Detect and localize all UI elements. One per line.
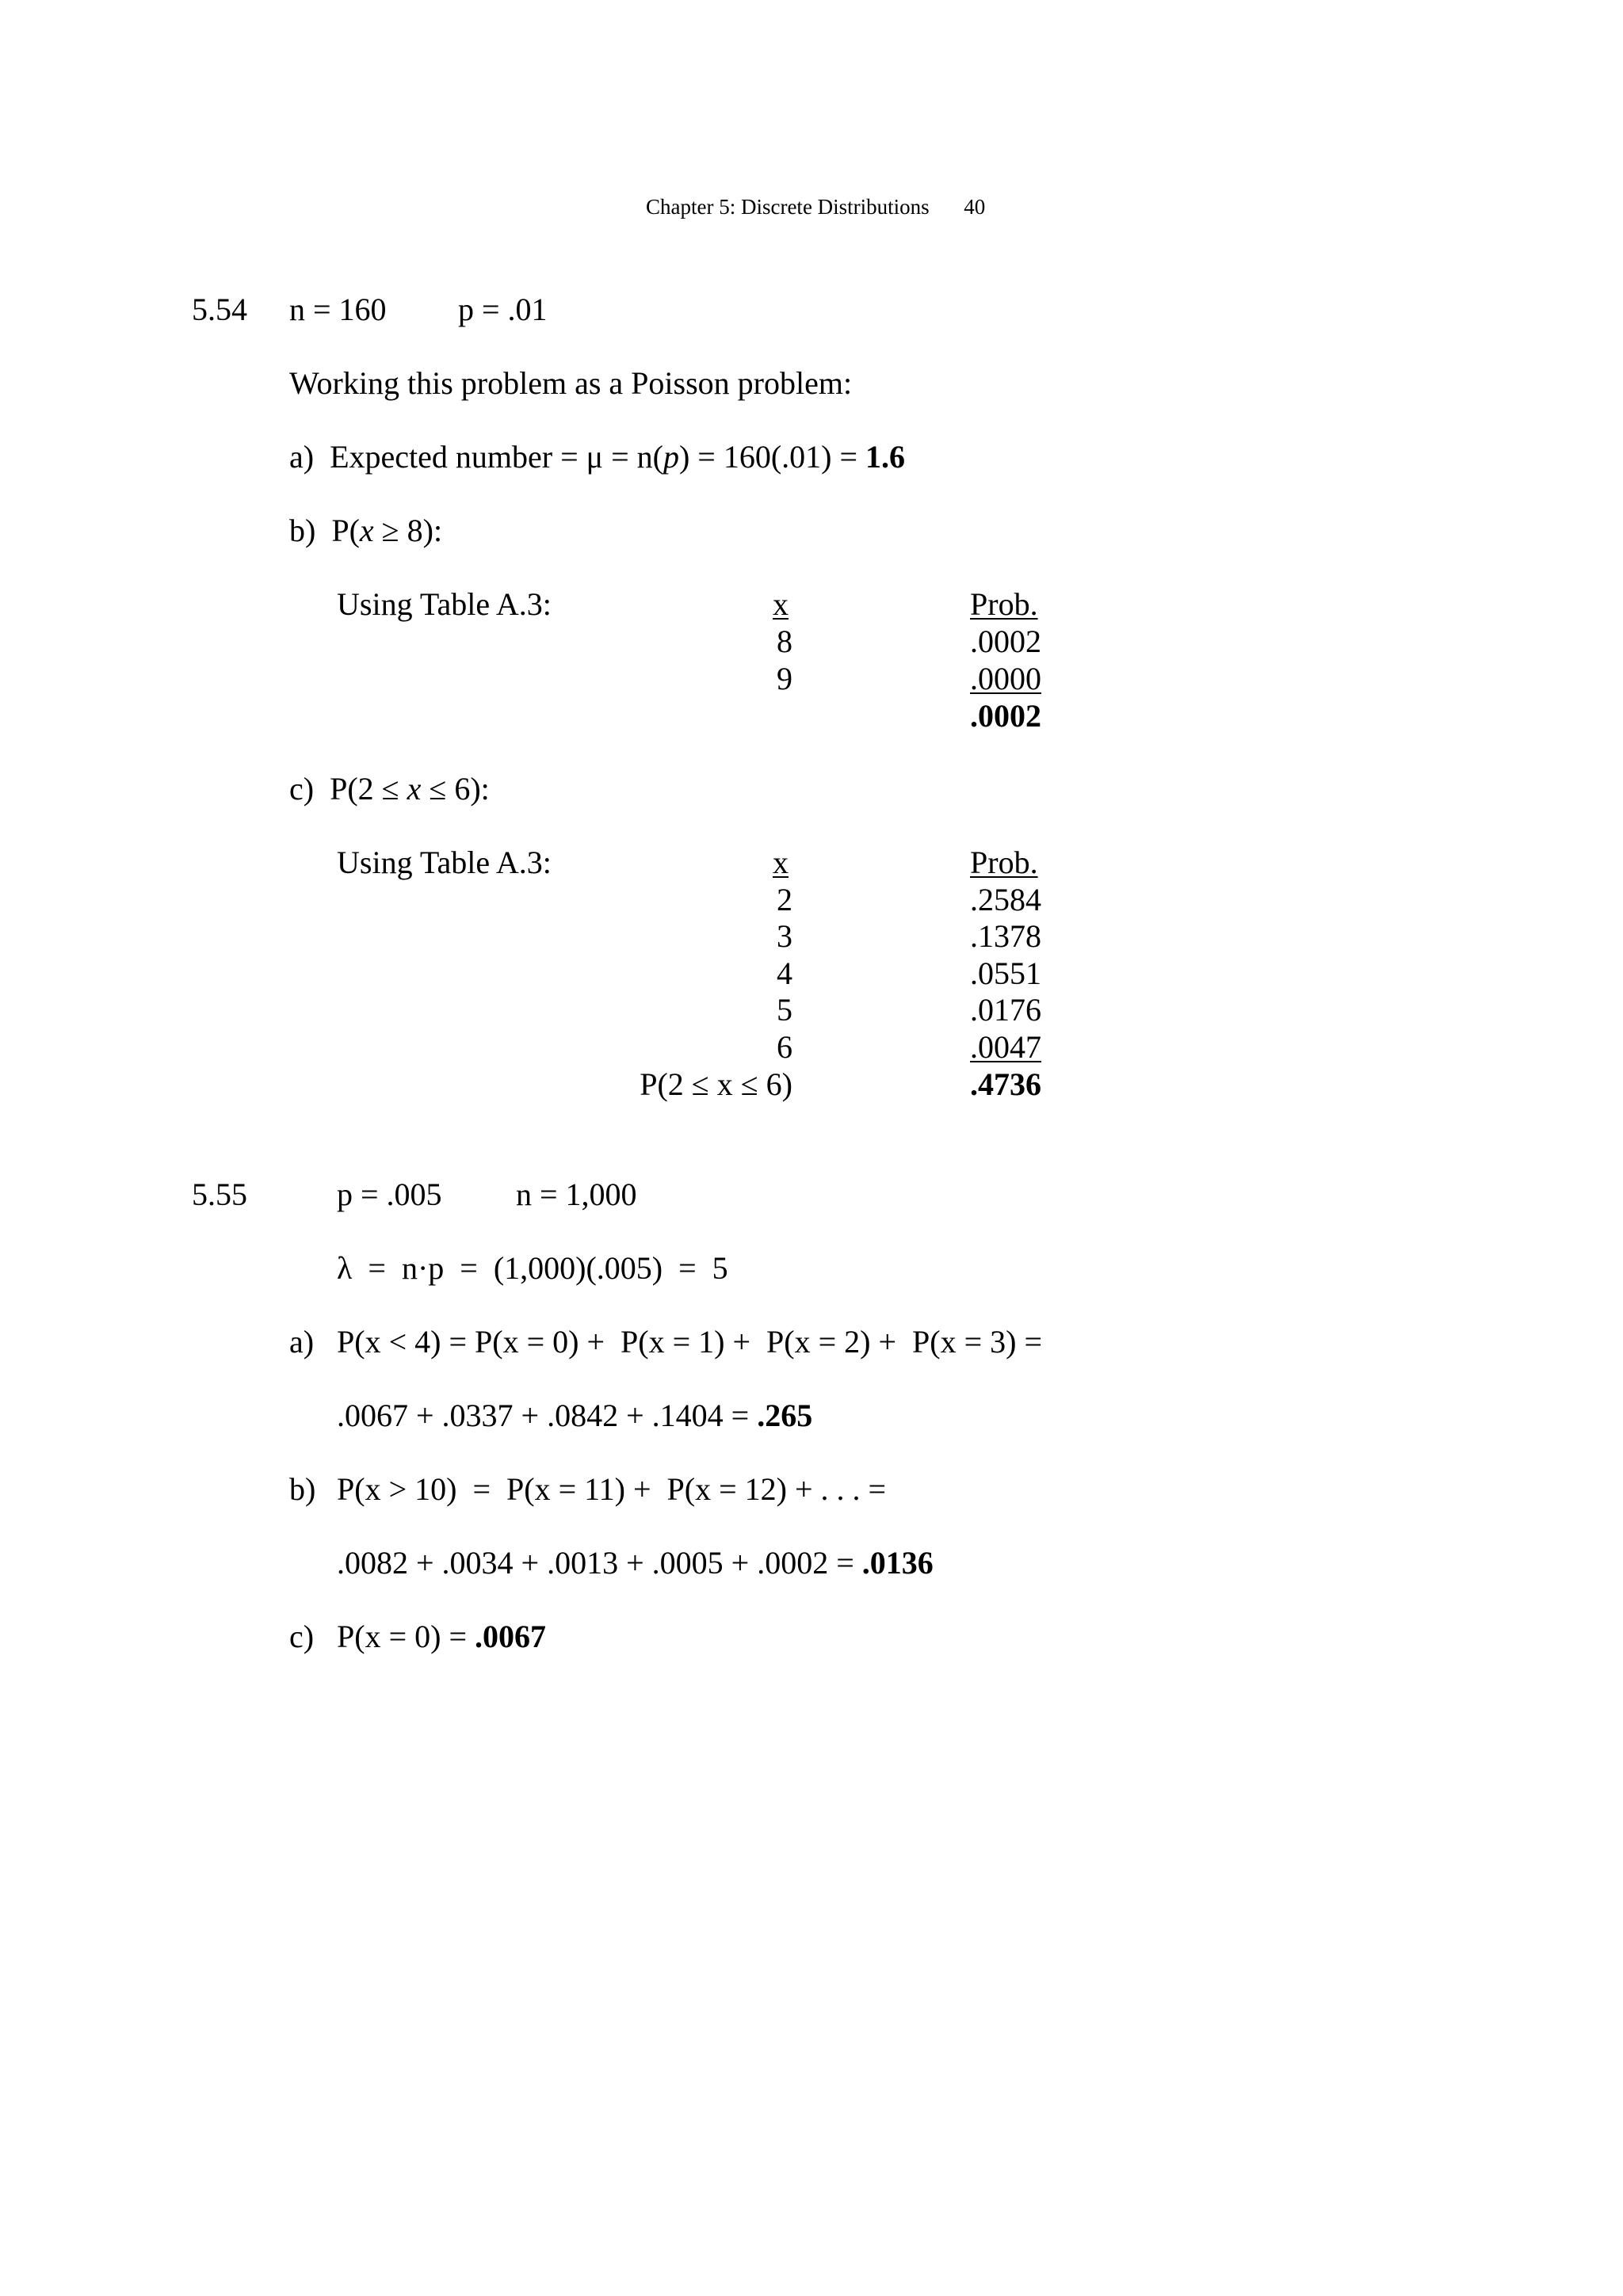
- table-x-cell: 4: [777, 955, 792, 991]
- part-b-line: [289, 1471, 316, 1507]
- page-number: 40: [964, 195, 986, 219]
- answer: .0136: [861, 1545, 934, 1581]
- given-n: n = 160: [289, 292, 387, 327]
- part-a-line: [289, 441, 905, 473]
- sum-text: .0082 + .0034 + .0013 + .0005 + .0002 =: [337, 1545, 862, 1581]
- part-a-text2: ) = 160(.01) =: [678, 439, 866, 475]
- lambda-equation: λ = n·p = (1,000)(.005) = 5: [337, 1250, 728, 1286]
- part-c-expr: P(x = 0) =: [337, 1619, 475, 1654]
- table-label: Using Table A.3:: [337, 845, 552, 880]
- ge-symbol: ≥: [381, 513, 399, 548]
- part-label: c): [289, 771, 315, 807]
- table-total-label: P(2 ≤ x ≤ 6): [640, 1066, 792, 1102]
- table-prob-cell: .2584: [970, 882, 1041, 917]
- part-label: b): [289, 513, 316, 548]
- table-prob-cell: .0176: [970, 992, 1041, 1028]
- part-a-text: Expected number = μ = n(: [330, 439, 663, 475]
- part-c-line: [289, 773, 490, 805]
- table-x-cell: 2: [777, 882, 792, 917]
- part-label: c): [289, 1619, 315, 1654]
- table-prob-cell: .0000: [970, 661, 1041, 696]
- answer: .265: [757, 1398, 813, 1433]
- sum-text: .0067 + .0337 + .0842 + .1404 =: [337, 1398, 758, 1433]
- part-b-line: [289, 515, 442, 547]
- table-x-cell: 6: [777, 1029, 792, 1065]
- part-b-sum: [337, 1547, 934, 1579]
- part-c-line: [289, 1621, 314, 1653]
- table-x-cell: 8: [777, 624, 792, 659]
- problem-number-5-55: 5.55: [192, 1177, 247, 1212]
- table-label: Using Table A.3:: [337, 586, 552, 622]
- part-a-sum: [337, 1400, 812, 1432]
- part-b-text2: 8):: [407, 513, 443, 548]
- table-total: .0002: [970, 698, 1041, 734]
- table-x-cell: 9: [777, 661, 792, 696]
- part-label: b): [289, 1471, 316, 1507]
- given-n: n = 1,000: [516, 1177, 637, 1212]
- running-header: [646, 196, 985, 218]
- given-p: p = .01: [458, 292, 548, 327]
- part-a-text: P(x < 4) = P(x = 0) + P(x = 1) + P(x = 2) + P(x = 3) =: [337, 1324, 1043, 1360]
- problem-number-5-54: 5.54: [192, 292, 247, 327]
- col-header-prob: Prob.: [970, 845, 1038, 880]
- table-prob-cell: .0002: [970, 624, 1041, 659]
- part-a-line: [289, 1326, 314, 1358]
- intro-text: Working this problem as a Poisson problem:: [289, 365, 853, 401]
- var-x: x: [407, 771, 422, 807]
- answer: 1.6: [865, 439, 906, 475]
- var-x: x: [359, 513, 374, 548]
- part-label: a): [289, 439, 315, 475]
- col-header-x: x: [773, 845, 789, 880]
- chapter-title: Chapter 5: Discrete Distributions: [646, 195, 930, 219]
- part-label: a): [289, 1324, 315, 1360]
- part-c-text2: ≤ 6):: [421, 771, 490, 807]
- part-c-text: [337, 1621, 546, 1653]
- table-prob-cell: .0551: [970, 955, 1041, 991]
- part-b-text: P(: [331, 513, 360, 548]
- col-header-prob: Prob.: [970, 586, 1038, 622]
- table-prob-cell: .1378: [970, 918, 1041, 954]
- col-header-x: x: [773, 586, 789, 622]
- answer: .0067: [475, 1619, 547, 1654]
- given-p: p = .005: [337, 1177, 442, 1212]
- table-total: .4736: [970, 1066, 1041, 1102]
- part-b-text: P(x > 10) = P(x = 11) + P(x = 12) + . . . =: [337, 1471, 887, 1507]
- table-x-cell: 5: [777, 992, 792, 1028]
- table-x-cell: 3: [777, 918, 792, 954]
- var-p: p: [663, 439, 679, 475]
- table-prob-cell: .0047: [970, 1029, 1041, 1065]
- part-c-text: P(2 ≤: [330, 771, 407, 807]
